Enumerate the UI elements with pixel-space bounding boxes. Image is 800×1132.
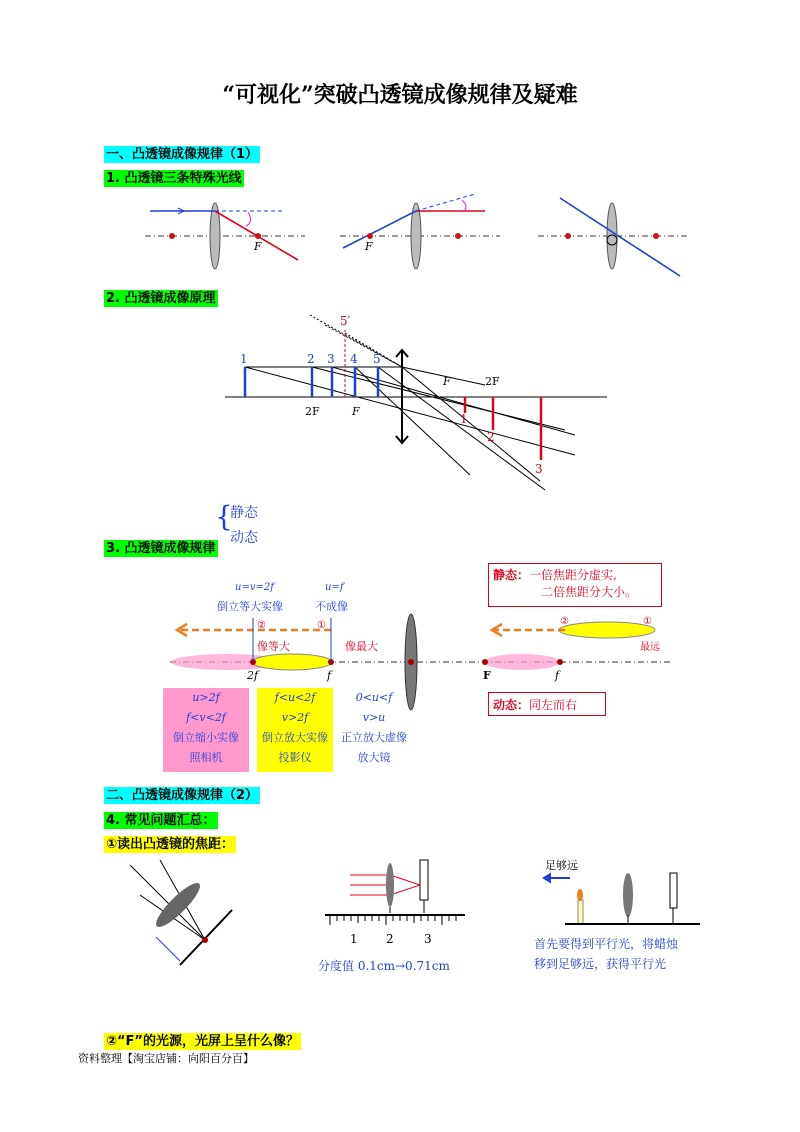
svg-text:2: 2 — [487, 430, 495, 444]
svg-text:倒立等大实像: 倒立等大实像 — [217, 600, 283, 613]
svg-text:2f: 2f — [247, 669, 259, 682]
svg-text:3: 3 — [424, 932, 432, 946]
principle-diagram — [215, 305, 615, 495]
svg-text:u=v=2f: u=v=2f — [235, 582, 274, 593]
candle-caption-1: 首先要得到平行光，将蜡烛 — [534, 937, 679, 951]
svg-text:②: ② — [560, 616, 569, 627]
candle-caption-2: 移到足够远，获得平行光 — [534, 957, 667, 971]
svg-text:f: f — [327, 669, 332, 682]
svg-text:②: ② — [257, 620, 266, 631]
svg-text:1: 1 — [460, 412, 468, 426]
svg-text:不成像: 不成像 — [315, 600, 348, 613]
subheading-three-rays: 1. 凸透镜三条特殊光线 — [106, 171, 242, 186]
svg-text:1: 1 — [240, 352, 248, 366]
svg-text:像最大: 像最大 — [345, 640, 378, 653]
svg-text:像等大: 像等大 — [257, 640, 290, 653]
svg-text:①: ① — [317, 620, 326, 631]
section2-heading: 二、凸透镜成像规律（2） — [106, 788, 259, 803]
page-title: “可视化”突破凸透镜成像规律及疑难 — [222, 82, 578, 108]
question-focal-length: ①读出凸透镜的焦距： — [106, 837, 235, 852]
svg-text:2: 2 — [386, 932, 394, 946]
svg-text:足够远: 足够远 — [545, 859, 578, 872]
column-magnifier: 0<u<f v>u 正立放大虚像 放大镜 — [341, 691, 407, 764]
svg-text:2F: 2F — [485, 375, 500, 388]
ruler-figure — [320, 855, 470, 950]
svg-text:F: F — [483, 669, 491, 682]
subheading-issues: 4. 常见问题汇总： — [106, 813, 216, 828]
focus-label: F — [254, 240, 262, 253]
subheading-rule: 3. 凸透镜成像规律 — [106, 541, 216, 556]
dynamic-box: 动态：同左而右 — [488, 692, 606, 716]
svg-text:2F: 2F — [305, 405, 320, 418]
svg-text:1: 1 — [350, 932, 358, 946]
svg-text:5: 5 — [373, 352, 381, 366]
sunlight-figure — [120, 855, 240, 970]
svg-text:F: F — [352, 405, 360, 418]
column-camera: u>2f f<v<2f 倒立缩小实像 照相机 — [163, 688, 249, 772]
candle-figure — [535, 855, 705, 930]
svg-text:4: 4 — [350, 352, 358, 366]
svg-text:2: 2 — [307, 352, 315, 366]
static-box: 静态：一倍焦距分虚实, 二倍焦距分大小。 — [488, 563, 662, 607]
svg-text:①: ① — [643, 616, 652, 627]
brace-icon: { — [215, 500, 233, 533]
brace-static: 静态 — [230, 505, 258, 521]
section1-heading: 一、凸透镜成像规律（1） — [106, 147, 259, 162]
column-projector: f<u<2f v>2f 倒立放大实像 投影仪 — [257, 688, 333, 772]
svg-text:F: F — [365, 240, 373, 253]
svg-text:u=f: u=f — [325, 582, 344, 593]
question-f-source: ②“F”的光源，光屏上呈什么像？ — [106, 1034, 299, 1049]
svg-text:3: 3 — [535, 462, 543, 476]
svg-text:3: 3 — [327, 352, 335, 366]
footer-credit: 资料整理【淘宝店铺：向阳百分百】 — [78, 1052, 254, 1065]
svg-text:F: F — [443, 375, 451, 388]
svg-text:5′: 5′ — [340, 314, 351, 328]
ruler-caption: 分度值 0.1cm→0.71cm — [318, 959, 450, 973]
svg-text:f: f — [555, 669, 560, 682]
brace-dynamic: 动态 — [230, 530, 258, 546]
svg-text:最远: 最远 — [640, 642, 660, 653]
subheading-principle: 2. 凸透镜成像原理 — [106, 291, 216, 306]
three-rays-diagram — [140, 190, 700, 280]
